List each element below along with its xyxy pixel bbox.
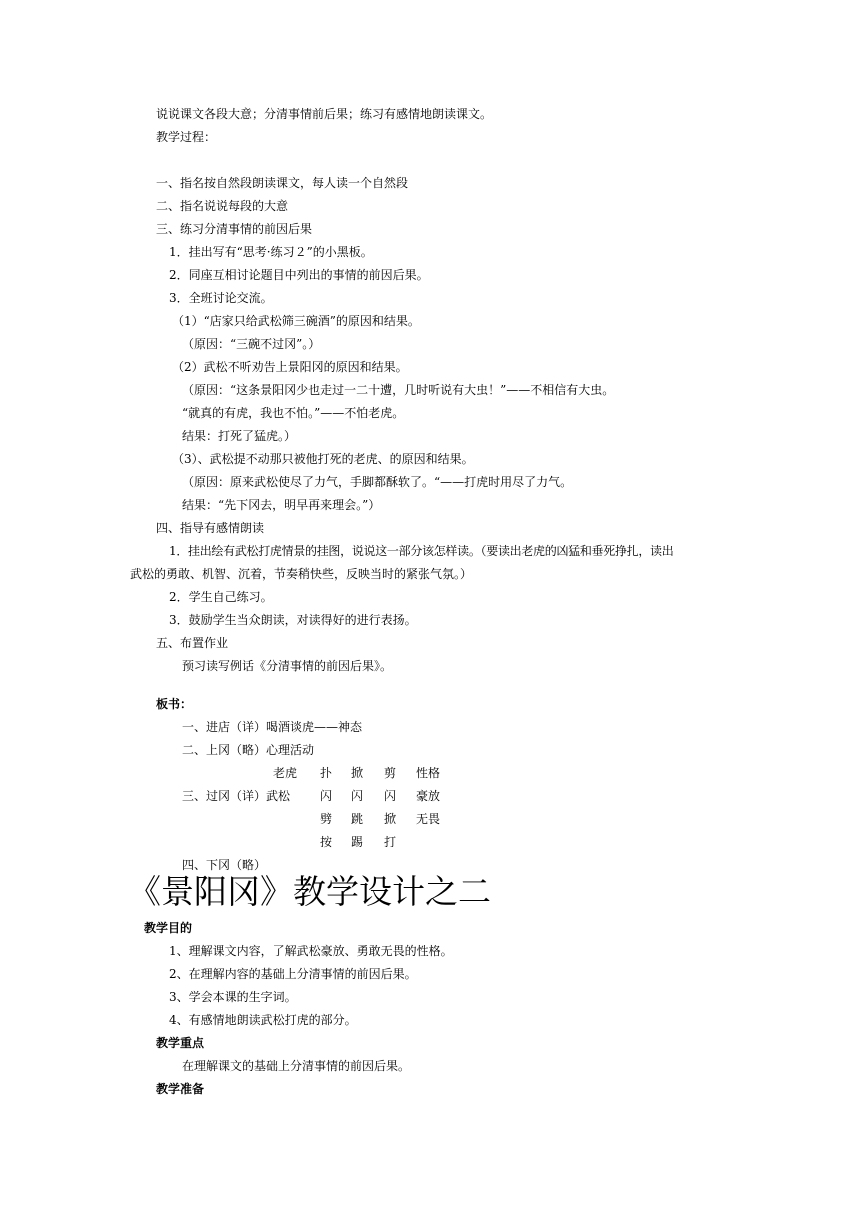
text-line: “就真的有虎，我也不怕。”——不怕老虎。 <box>182 406 405 420</box>
section-title: 《景阳冈》教学设计之二 <box>128 872 491 911</box>
board-cell: 剪 <box>384 766 397 780</box>
board-cell: 豪放 <box>416 789 441 803</box>
board-row: 四、下冈（略） <box>182 858 267 872</box>
focus-text: 在理解课文的基础上分清事情的前因后果。 <box>182 1059 411 1073</box>
text-line: （3）、武松提不动那只被他打死的老虎、的原因和结果。 <box>172 452 474 466</box>
text-line: （2）武松不听劝告上景阳冈的原因和结果。 <box>172 360 408 374</box>
text-line: 教学过程： <box>156 130 217 144</box>
board-row: 一、进店（详）喝酒谈虎——神态 <box>182 720 363 734</box>
board-row: 三、过冈（详）武松 <box>182 789 291 803</box>
text-line: 3．全班讨论交流。 <box>169 291 273 305</box>
board-cell: 掀 <box>384 812 397 826</box>
text-line: （原因：“三碗不过冈”。） <box>182 337 321 351</box>
board-row: 二、上冈（略）心理活动 <box>182 743 315 757</box>
board-cell: 跳 <box>351 812 364 826</box>
text-line: 武松的勇敢、机智、沉着，节奏稍快些，反映当时的紧张气氛。） <box>130 567 473 581</box>
goal-item: 3、学会本课的生字词。 <box>169 990 297 1004</box>
board-cell: 闪 <box>320 789 333 803</box>
focus-heading: 教学重点 <box>156 1036 205 1050</box>
text-line: （1）“店家只给武松筛三碗酒”的原因和结果。 <box>172 314 420 328</box>
goal-item: 2、在理解内容的基础上分清事情的前因后果。 <box>169 967 417 981</box>
text-line: 预习读写例话《分清事情的前因后果》。 <box>182 659 393 673</box>
text-line: 1．挂出写有“思考·练习２”的小黑板。 <box>169 245 373 259</box>
text-line: 结果：打死了猛虎。） <box>182 429 297 443</box>
goal-item: 4、有感情地朗读武松打虎的部分。 <box>169 1013 357 1027</box>
board-cell: 掀 <box>351 766 364 780</box>
text-line: 三、练习分清事情的前因后果 <box>156 222 313 236</box>
text-line: 1．挂出绘有武松打虎情景的挂图，说说这一部分该怎样读。（要读出老虎的凶猛和垂死挣扎，读出 <box>169 544 674 558</box>
text-line: （原因：“这条景阳冈少也走过一二十遭，几时听说有大虫！”——不相信有大虫。 <box>182 383 615 397</box>
text-line: 四、指导有感情朗读 <box>156 521 265 535</box>
board-cell: 闪 <box>351 789 364 803</box>
text-line: （原因：原来武松使尽了力气，手脚都酥软了。“——打虎时用尽了力气。 <box>182 475 573 489</box>
text-line: 一、指名按自然段朗读课文，每人读一个自然段 <box>156 176 409 190</box>
board-cell: 打 <box>384 835 397 849</box>
board-cell: 按 <box>320 835 333 849</box>
goals-heading: 教学目的 <box>144 921 193 935</box>
board-cell: 性格 <box>416 766 441 780</box>
text-line: 2．同座互相讨论题目中列出的事情的前因后果。 <box>169 268 429 282</box>
text-line: 2．学生自己练习。 <box>169 590 273 604</box>
board-cell: 闪 <box>384 789 397 803</box>
board-cell: 踢 <box>351 835 364 849</box>
text-line: 五、布置作业 <box>156 636 229 650</box>
board-heading: 板书： <box>156 697 193 711</box>
goal-item: 1、理解课文内容，了解武松豪放、勇敢无畏的性格。 <box>169 944 453 958</box>
text-line: 3．鼓励学生当众朗读，对读得好的进行表扬。 <box>169 613 417 627</box>
prep-heading: 教学准备 <box>156 1082 205 1096</box>
text-line: 说说课文各段大意；分清事情前后果；练习有感情地朗读课文。 <box>156 107 493 121</box>
board-cell: 老虎 <box>273 766 298 780</box>
text-line: 二、指名说说每段的大意 <box>156 199 289 213</box>
board-cell: 扑 <box>320 766 333 780</box>
board-cell: 劈 <box>320 812 333 826</box>
board-cell: 无畏 <box>416 812 441 826</box>
text-line: 结果：“先下冈去，明早再来理会。”） <box>182 498 381 512</box>
